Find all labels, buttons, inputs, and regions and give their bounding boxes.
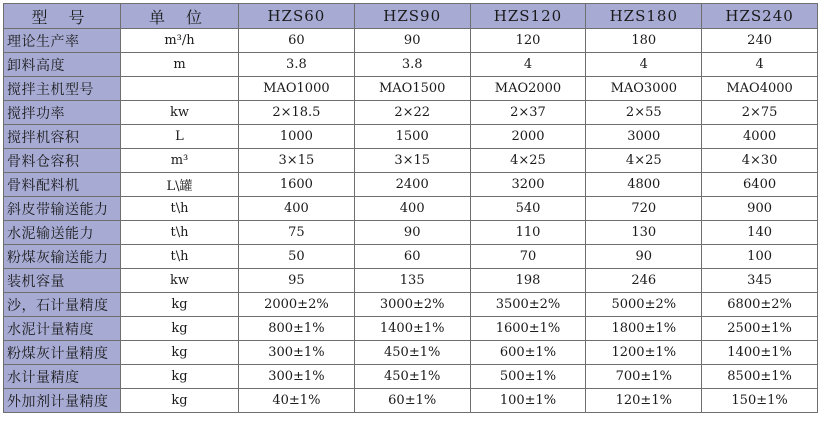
table-cell: 2×18.5 <box>239 101 355 125</box>
table-cell: 50 <box>239 245 355 269</box>
row-unit: m³ <box>121 149 239 173</box>
table-cell: 2×37 <box>470 101 586 125</box>
table-cell: MAO3000 <box>586 77 702 101</box>
table-cell: 400 <box>239 197 355 221</box>
row-label: 卸料高度 <box>4 53 121 77</box>
row-label: 粉煤灰计量精度 <box>4 341 121 365</box>
row-unit: t\h <box>121 245 239 269</box>
table-cell: 95 <box>239 269 355 293</box>
table-cell: MAO2000 <box>470 77 586 101</box>
row-label: 搅拌主机型号 <box>4 77 121 101</box>
spec-table-body <box>4 29 818 413</box>
table-row <box>4 221 818 245</box>
table-cell: 3000 <box>586 125 702 149</box>
table-cell: 240 <box>702 29 818 53</box>
header-model: 型 号 <box>4 4 121 29</box>
table-cell: 900 <box>702 197 818 221</box>
table-cell: 6800±2% <box>702 293 818 317</box>
table-cell: MAO1500 <box>354 77 470 101</box>
table-row <box>4 29 818 53</box>
row-unit: kg <box>121 293 239 317</box>
table-cell: 110 <box>470 221 586 245</box>
header-hzs60: HZS60 <box>239 4 355 29</box>
table-cell: 5000±2% <box>586 293 702 317</box>
table-cell: 1000 <box>239 125 355 149</box>
table-cell: 2000 <box>470 125 586 149</box>
table-cell: 60 <box>354 245 470 269</box>
table-cell: 1400±1% <box>354 317 470 341</box>
table-cell: 4 <box>586 53 702 77</box>
spec-table-container <box>3 3 818 413</box>
row-label: 外加剂计量精度 <box>4 389 121 413</box>
table-cell: 450±1% <box>354 365 470 389</box>
row-unit: kw <box>121 269 239 293</box>
table-cell: 75 <box>239 221 355 245</box>
table-cell: 3.8 <box>354 53 470 77</box>
spec-table <box>3 3 818 413</box>
table-cell: 3×15 <box>239 149 355 173</box>
table-cell: 300±1% <box>239 341 355 365</box>
table-cell: 800±1% <box>239 317 355 341</box>
table-cell: 500±1% <box>470 365 586 389</box>
table-cell: 60±1% <box>354 389 470 413</box>
table-cell: 100±1% <box>470 389 586 413</box>
row-label: 装机容量 <box>4 269 121 293</box>
table-cell: 4×25 <box>586 149 702 173</box>
table-cell: 2×55 <box>586 101 702 125</box>
table-cell: 2400 <box>354 173 470 197</box>
row-label: 水泥输送能力 <box>4 221 121 245</box>
table-cell: 4000 <box>702 125 818 149</box>
table-cell: 130 <box>586 221 702 245</box>
table-cell: MAO1000 <box>239 77 355 101</box>
table-cell: 3200 <box>470 173 586 197</box>
table-row <box>4 245 818 269</box>
row-label: 水计量精度 <box>4 365 121 389</box>
table-cell: 120±1% <box>586 389 702 413</box>
table-row <box>4 173 818 197</box>
table-cell: 540 <box>470 197 586 221</box>
row-unit: kg <box>121 365 239 389</box>
row-label: 理论生产率 <box>4 29 121 53</box>
row-unit: m³/h <box>121 29 239 53</box>
table-cell: 2×75 <box>702 101 818 125</box>
table-row <box>4 53 818 77</box>
row-unit: L\罐 <box>121 173 239 197</box>
table-cell: 4 <box>470 53 586 77</box>
table-cell: 2500±1% <box>702 317 818 341</box>
table-cell: 8500±1% <box>702 365 818 389</box>
row-label: 水泥计量精度 <box>4 317 121 341</box>
table-cell: 180 <box>586 29 702 53</box>
row-label: 搅拌功率 <box>4 101 121 125</box>
row-unit: t\h <box>121 197 239 221</box>
table-cell: 3500±2% <box>470 293 586 317</box>
table-cell: 4800 <box>586 173 702 197</box>
table-cell: 60 <box>239 29 355 53</box>
table-cell: 70 <box>470 245 586 269</box>
table-cell: 400 <box>354 197 470 221</box>
header-hzs180: HZS180 <box>586 4 702 29</box>
table-row <box>4 293 818 317</box>
table-cell: 4 <box>702 53 818 77</box>
table-cell: MAO4000 <box>702 77 818 101</box>
table-cell: 720 <box>586 197 702 221</box>
table-row <box>4 389 818 413</box>
row-label: 骨料仓容积 <box>4 149 121 173</box>
row-label: 斜皮带输送能力 <box>4 197 121 221</box>
header-unit: 单 位 <box>121 4 239 29</box>
table-row <box>4 197 818 221</box>
table-cell: 90 <box>354 29 470 53</box>
table-cell: 4×25 <box>470 149 586 173</box>
row-unit: L <box>121 125 239 149</box>
table-cell: 1400±1% <box>702 341 818 365</box>
table-cell: 120 <box>470 29 586 53</box>
table-cell: 600±1% <box>470 341 586 365</box>
table-cell: 2000±2% <box>239 293 355 317</box>
table-cell: 3×15 <box>354 149 470 173</box>
row-unit: kg <box>121 389 239 413</box>
header-hzs90: HZS90 <box>354 4 470 29</box>
row-unit <box>121 77 239 101</box>
row-label: 骨料配料机 <box>4 173 121 197</box>
table-cell: 198 <box>470 269 586 293</box>
table-cell: 246 <box>586 269 702 293</box>
table-cell: 100 <box>702 245 818 269</box>
table-cell: 90 <box>354 221 470 245</box>
row-label: 粉煤灰输送能力 <box>4 245 121 269</box>
table-row <box>4 365 818 389</box>
table-cell: 40±1% <box>239 389 355 413</box>
row-label: 沙，石计量精度 <box>4 293 121 317</box>
table-row <box>4 77 818 101</box>
table-cell: 1500 <box>354 125 470 149</box>
table-row <box>4 149 818 173</box>
row-label: 搅拌机容积 <box>4 125 121 149</box>
table-cell: 1200±1% <box>586 341 702 365</box>
table-cell: 150±1% <box>702 389 818 413</box>
table-cell: 700±1% <box>586 365 702 389</box>
row-unit: m <box>121 53 239 77</box>
table-cell: 1800±1% <box>586 317 702 341</box>
header-row <box>4 4 818 29</box>
table-cell: 6400 <box>702 173 818 197</box>
header-hzs240: HZS240 <box>702 4 818 29</box>
table-row <box>4 341 818 365</box>
table-cell: 90 <box>586 245 702 269</box>
table-row <box>4 269 818 293</box>
table-cell: 140 <box>702 221 818 245</box>
row-unit: kg <box>121 317 239 341</box>
row-unit: t\h <box>121 221 239 245</box>
table-row <box>4 317 818 341</box>
header-hzs120: HZS120 <box>470 4 586 29</box>
table-cell: 1600±1% <box>470 317 586 341</box>
table-cell: 135 <box>354 269 470 293</box>
table-cell: 4×30 <box>702 149 818 173</box>
table-cell: 345 <box>702 269 818 293</box>
table-row <box>4 125 818 149</box>
row-unit: kw <box>121 101 239 125</box>
table-cell: 3.8 <box>239 53 355 77</box>
row-unit: kg <box>121 341 239 365</box>
table-cell: 450±1% <box>354 341 470 365</box>
table-cell: 300±1% <box>239 365 355 389</box>
table-cell: 1600 <box>239 173 355 197</box>
table-cell: 3000±2% <box>354 293 470 317</box>
table-cell: 2×22 <box>354 101 470 125</box>
table-row <box>4 101 818 125</box>
